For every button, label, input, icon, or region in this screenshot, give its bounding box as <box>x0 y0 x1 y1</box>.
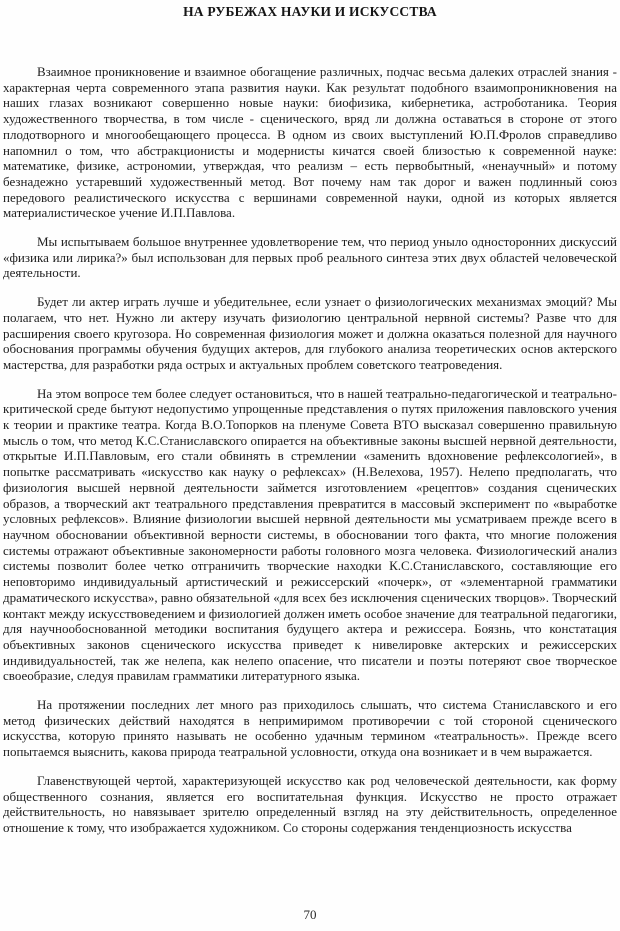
paragraphs-container <box>3 64 617 836</box>
paragraph: Мы испытываем большое внутреннее удовлетворение тем, что период уныло односторонних дискуссий «физика или лирика?» был использован для первых проб реального синтеза этих двух областей человеческой деятельности. <box>3 234 617 281</box>
paragraph: На протяжении последних лет много раз приходилось слышать, что система Станиславского и его метод физических действий находятся в непримиримом противоречии с той стороной сценического искусства, которую принято называть не особенно удачным термином «театральность». Прежде всего попытаемся выяснить, какова природа театральной условности, откуда она возникает и в чем выражается. <box>3 697 617 760</box>
paragraph: Взаимное проникновение и взаимное обогащение различных, подчас весьма далеких отраслей знания - характерная черта современного этапа развития науки. Как результат подобного взаимопроникновения на наших глазах возникают совершенно новые науки: биофизика, кибернетика, астроботаника. Теория художественного творчества, в том числе - сценического, вряд ли должна оставаться в стороне от этого плодотворного и многообещающего процесса. В одном из своих выступлений Ю.П.Фролов справедливо напомнил о том, что абстракционисты и модернисты кичатся своей близостью к современной науке: математике, физике, астрономии, утверждая, что реализм – есть первобытный, «ненаучный» и потому безнадежно устаревший художественный метод. Вот почему нам так дорог и важен подлинный союз передового реалистического искусства с вершинами современной науки, одной из которых является материалистическое учение И.П.Павлова. <box>3 64 617 221</box>
paragraph: Главенствующей чертой, характеризующей искусство как род человеческой деятельности, как форму общественного сознания, является его воспитательная функция. Искусство не просто отражает действительность, но навязывает зрителю определенный взгляд на эту действительность, определенное отношение к тому, что изображается художником. Со стороны содержания тенденциозность искусства <box>3 772 617 835</box>
page-title: НА РУБЕЖАХ НАУКИ И ИСКУССТВА <box>183 4 437 19</box>
paragraph: На этом вопросе тем более следует остановиться, что в нашей театрально-педагогической и театрально-критической среде бытуют недопустимо упрощенные представления о путях приложения павловского учения к теории и практике театра. Когда В.О.Топорков на пленуме Совета ВТО высказал совершенно правильную мысль о том, что метод К.С.Станиславского опирается на объективные законы высшей нервной деятельности, открытые И.П.Павловым, его стали обвинять в стремлении «заменить вдохновение рефлексологией», в попытке рассматривать «искусство как науку о рефлексах» (Н.Велехова, 1957). Нелепо предполагать, что физиология высшей нервной деятельности займется изготовлением «рецептов» создания сценических образов, а творческий акт театрального представления превратится в массовый эксперимент по «выработке условных рефлексов». Влияние физиологии высшей нервной деятельности мы усматриваем прежде всего в научном обосновании объективной верности системы, в обосновании того факта, что многие положения системы отражают объективные закономерности работы головного мозга человека. Физиологический анализ системы позволит более четко отграничить творческие находки К.С.Станиславского, составляющие его неповторимо индивидуальный артистический и режиссерский «почерк», от «элементарной грамматики драматического искусства», равно обязательной «для всех без исключения сценических творцов». Творческий контакт между искусствоведением и физиологией должен иметь особое значение для театральной педагогики, для научнообоснованной методики воспитания будущего актера и режиссера. Боязнь, что констатация объективных законов сценического искусства приведет к нивелировке актерских и режиссерских индивидуальностей, так же нелепа, как нелепо опасение, что писатели и поэты потеряют свое творческое своеобразие, следуя правилам грамматики литературного языка. <box>3 385 617 684</box>
page-number: 70 <box>303 907 317 922</box>
paragraph: Будет ли актер играть лучше и убедительнее, если узнает о физиологических механизмах эмоций? Мы полагаем, что нет. Нужно ли актеру изучать физиологию центральной нервной системы? Разве что для расширения своего кругозора. Но современная физиология может и должна оказаться полезной для научного обоснования программы обучения будущих актеров, для глубокого анализа теоретических основ актерского мастерства, для разработки ряда острых и актуальных проблем советского театроведения. <box>3 294 617 372</box>
